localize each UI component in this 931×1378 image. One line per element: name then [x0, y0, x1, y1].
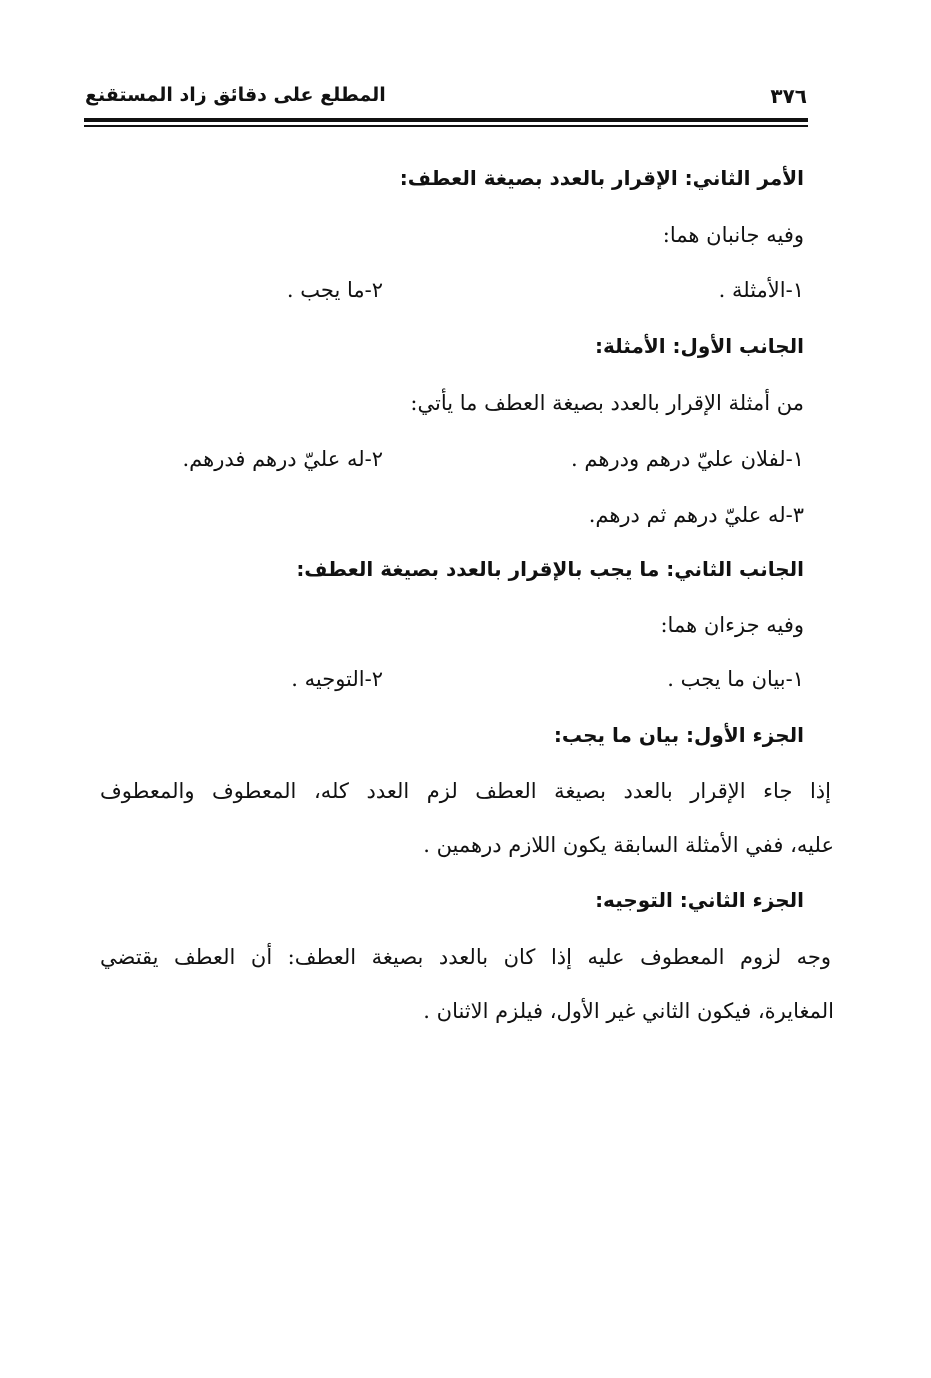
heading-first-aspect: الجانب الأول: الأمثلة: [594, 334, 804, 358]
heading-second-part: الجزء الثاني: التوجيه: [595, 888, 804, 912]
list-item-what-is-due: ٢-ما يجب . [286, 278, 383, 302]
paragraph-two-parts: وفيه جزءان هما: [660, 613, 804, 637]
header-rule-thin [84, 125, 808, 127]
paragraph-statement-line-2: عليه، ففي الأمثلة السابقة يكون اللازم درهمين . [423, 833, 834, 857]
paragraph-statement-line-1: إذا جاء الإقرار بالعدد بصيغة العطف لزم العدد كله، المعطوف والمعطوف [100, 779, 831, 803]
heading-second-aspect: الجانب الثاني: ما يجب بالإقرار بالعدد بصيغة العطف: [296, 557, 804, 581]
list-item-examples: ١-الأمثلة . [718, 278, 804, 302]
list-item-statement: ١-بيان ما يجب . [667, 667, 804, 691]
paragraph-examples-intro: من أمثلة الإقرار بالعدد بصيغة العطف ما يأتي: [410, 391, 804, 415]
paragraph-justification-line-2: المغايرة، فيكون الثاني غير الأول، فيلزم الاثنان . [423, 999, 834, 1023]
header-rule-thick [84, 118, 808, 122]
example-item-1: ١-لفلان عليّ درهم ودرهم . [571, 447, 804, 471]
example-item-2: ٢-له عليّ درهم فدرهم. [182, 447, 383, 471]
heading-second-matter: الأمر الثاني: الإقرار بالعدد بصيغة العطف: [399, 166, 804, 190]
book-title: المطلع على دقائق زاد المستقنع [85, 84, 386, 106]
paragraph-two-aspects: وفيه جانبان هما: [662, 223, 804, 247]
heading-first-part: الجزء الأول: بيان ما يجب: [553, 723, 804, 747]
list-item-justification: ٢-التوجيه . [291, 667, 383, 691]
running-header [85, 84, 807, 114]
example-item-3: ٣-له عليّ درهم ثم درهم. [588, 503, 804, 527]
paragraph-justification-line-1: وجه لزوم المعطوف عليه إذا كان بالعدد بصيغة العطف: أن العطف يقتضي [100, 945, 831, 969]
page-number: ٣٧٦ [770, 84, 807, 108]
